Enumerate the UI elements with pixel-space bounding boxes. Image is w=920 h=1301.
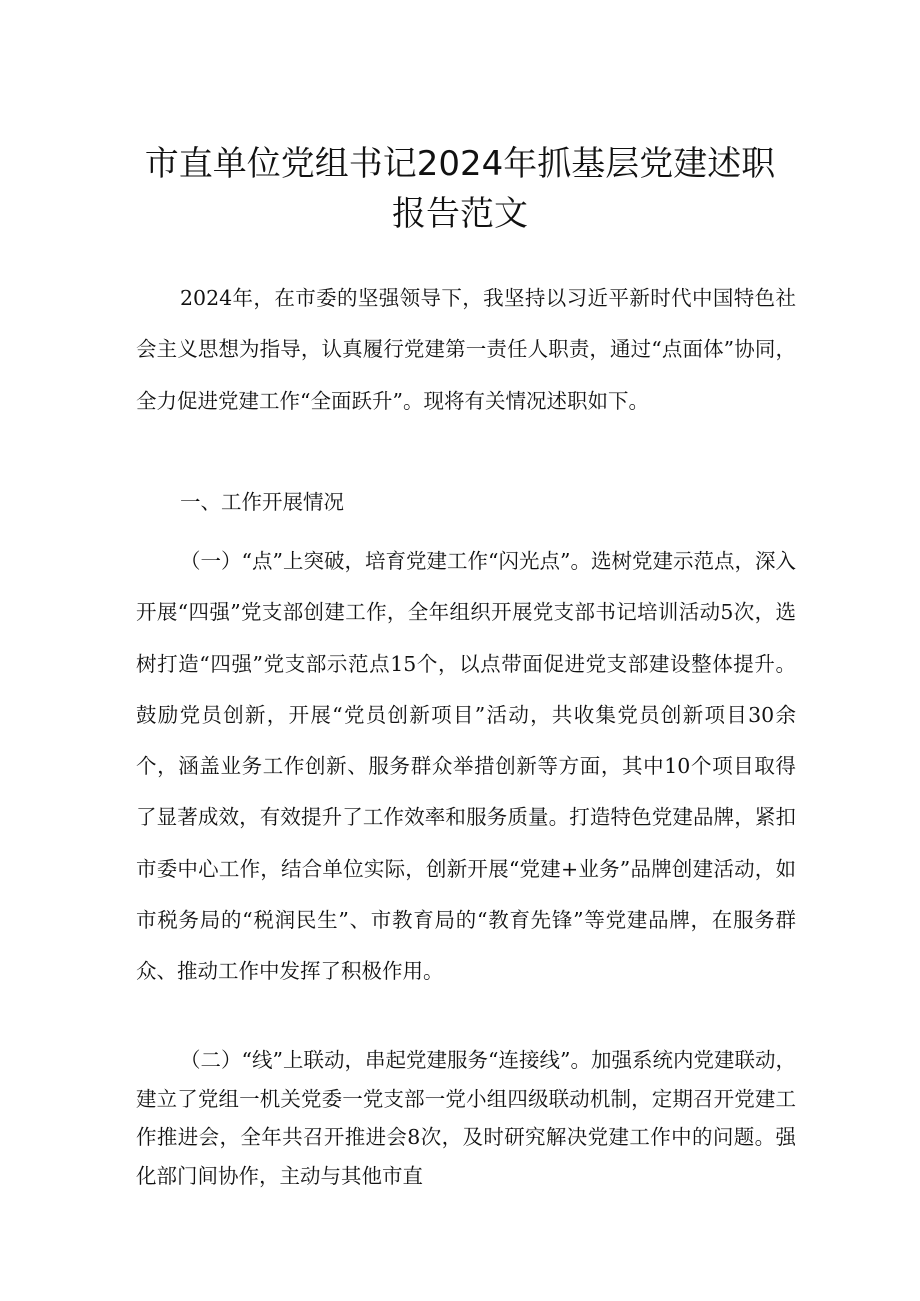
intro-paragraph: 2024年，在市委的坚强领导下，我坚持以习近平新时代中国特色社会主义思想为指导，认真履行党建第一责任人职责，通过“点面体”协同，全力促进党建工作“全面跃升”。现将有关情况述职如下。 [136,286,796,413]
section-heading-work-status: 一、工作开展情况 [180,490,344,514]
subsection-line-paragraph: （二）“线”上联动，串起党建服务“连接线”。加强系统内党建联动，建立了党组一机关党委一党支部一党小组四级联动机制，定期召开党建工作推进会，全年共召开推进会8次，及时研究解决党建工作中的问题。强化部门间协作，主动与其他市直 [136,1048,796,1188]
subsection-point-paragraph: （一）“点”上突破，培育党建工作“闪光点”。选树党建示范点，深入开展“四强”党支部创建工作，全年组织开展党支部书记培训活动5次，选树打造“四强”党支部示范点15个，以点带面促进党支部建设整体提升。鼓励党员创新，开展“党员创新项目”活动，共收集党员创新项目30余个，涵盖业务工作创新、服务群众举措创新等方面，其中10个项目取得了显著成效，有效提升了工作效率和服务质量。打造特色党建品牌，紧扣市委中心工作，结合单位实际，创新开展“党建+业务”品牌创建活动，如市税务局的“税润民生”、市教育局的“教育先锋”等党建品牌，在服务群众、推动工作中发挥了积极作用。 [136,549,796,984]
document-title-line-2: 报告范文 [392,194,528,234]
document-title-line-1: 市直单位党组书记2024年抓基层党建述职 [144,144,776,184]
